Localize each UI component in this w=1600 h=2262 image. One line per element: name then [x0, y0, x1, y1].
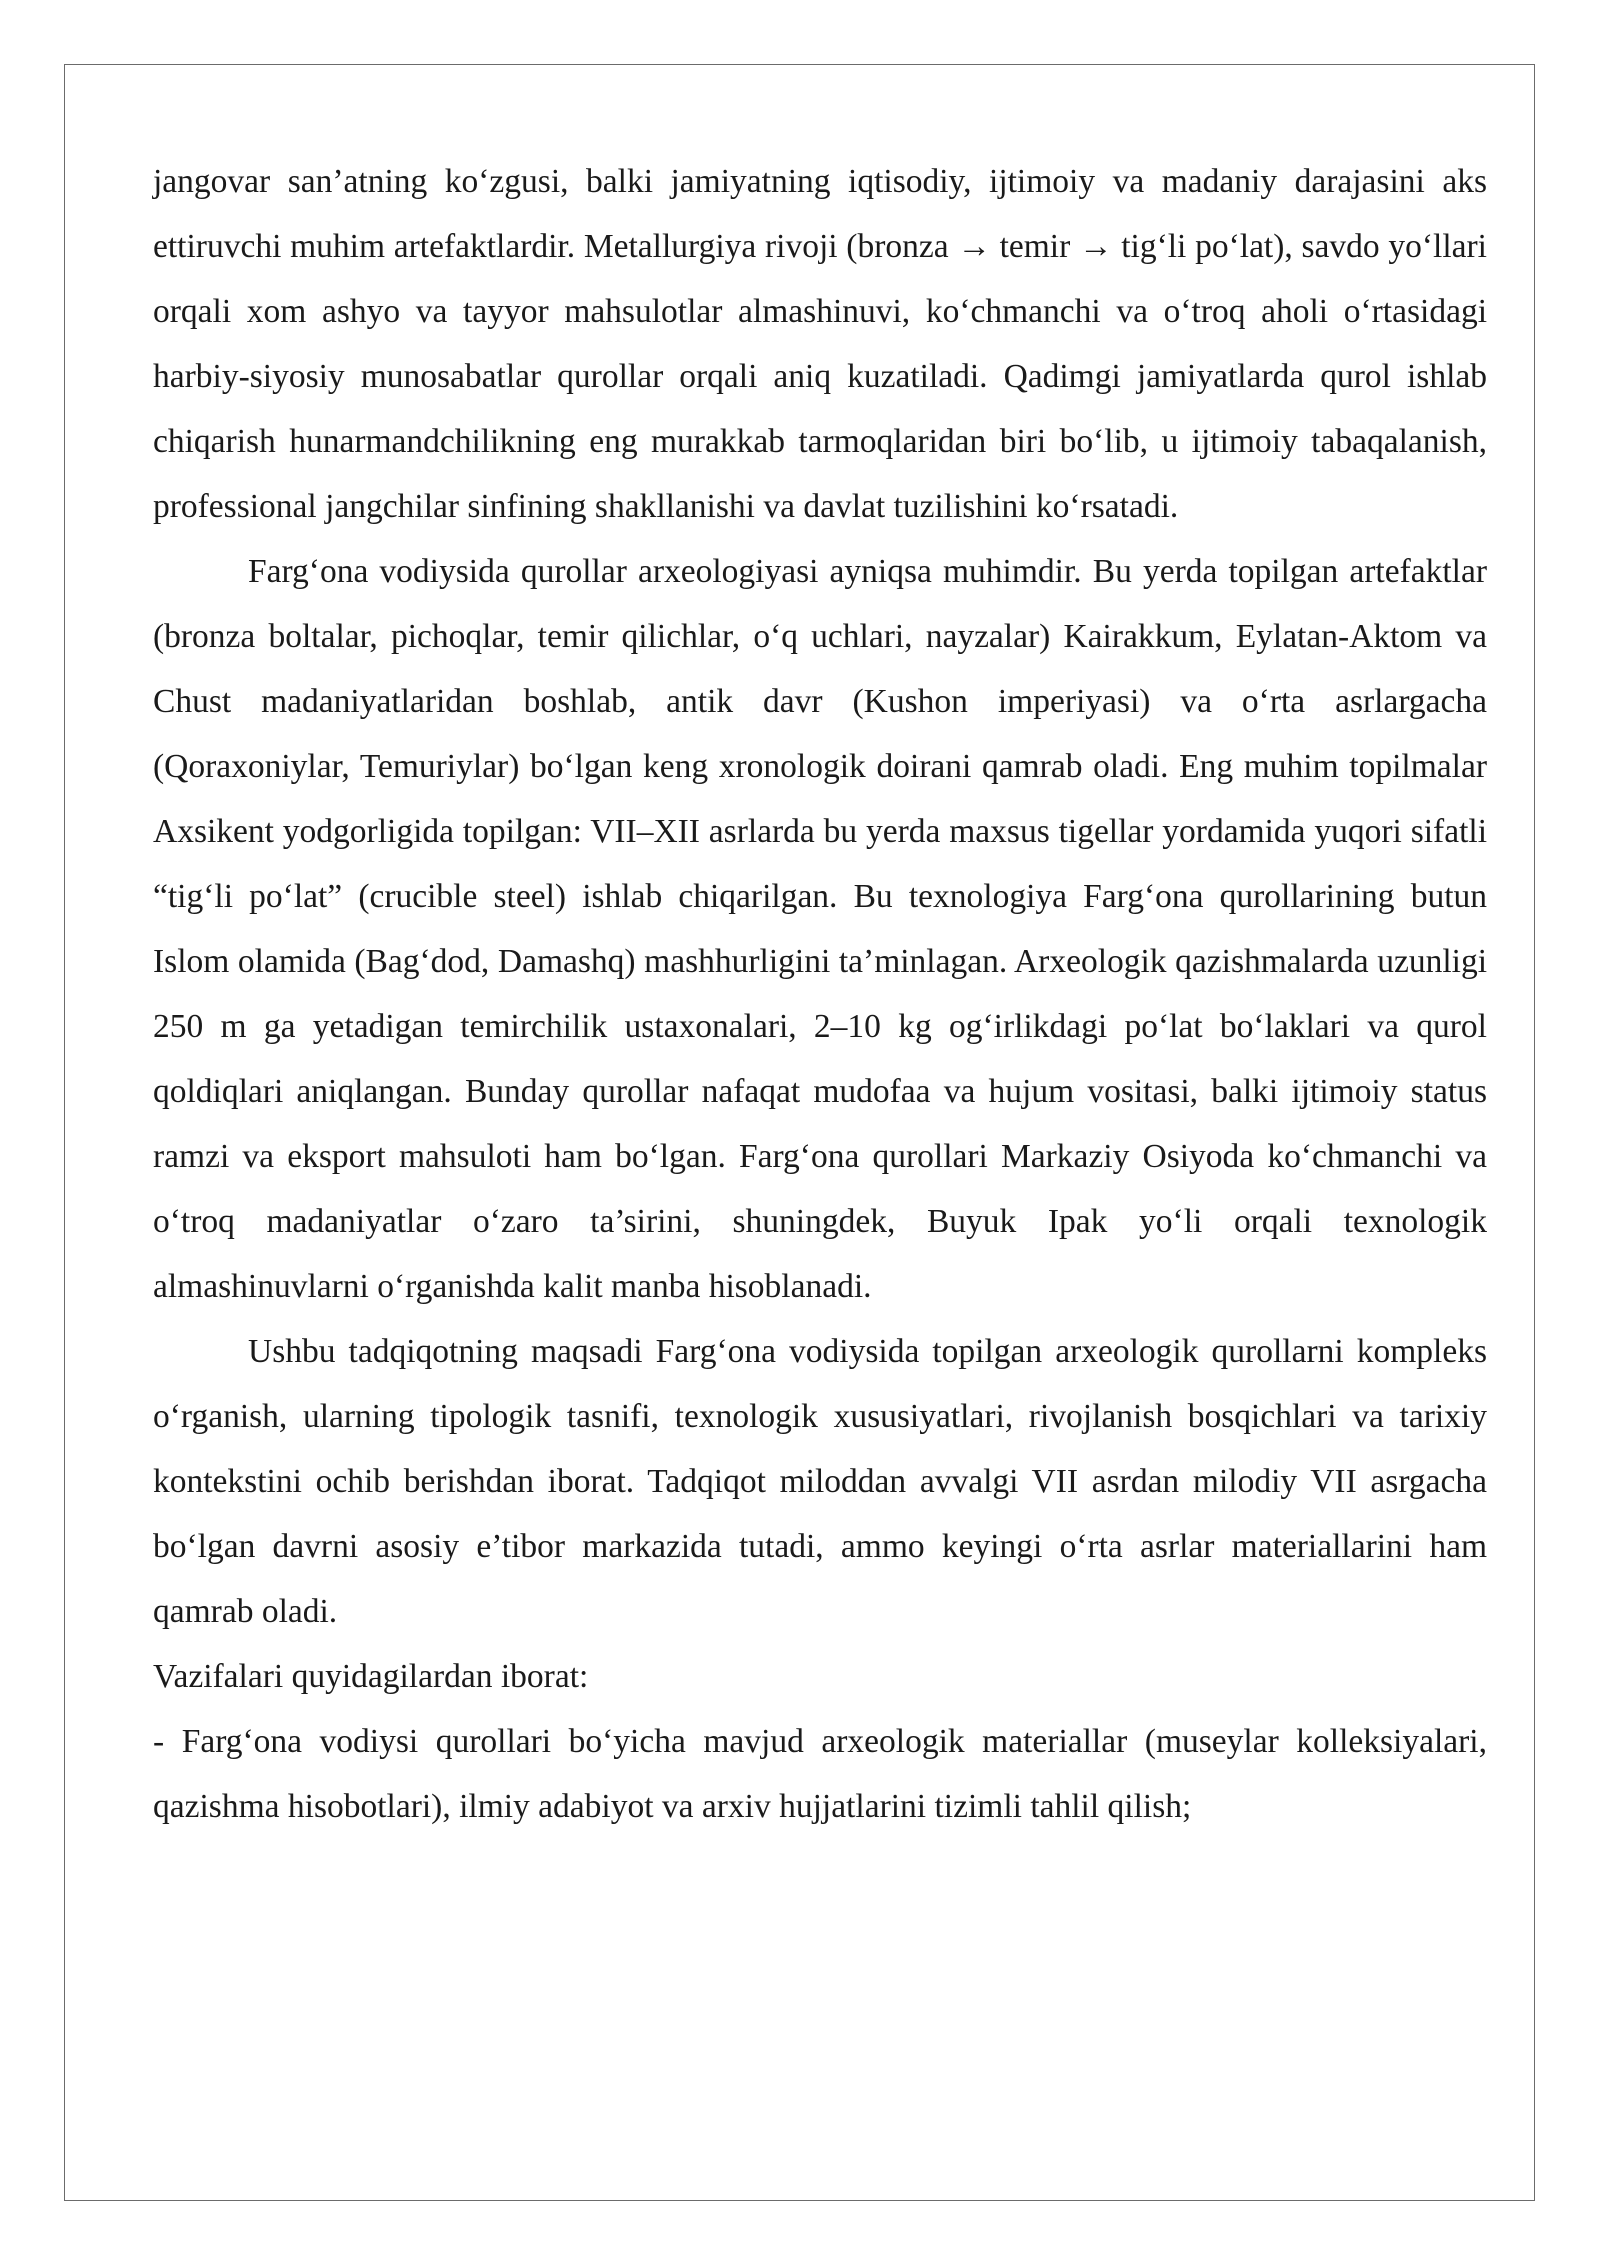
tasks-heading: Vazifalari quyidagilardan iborat: — [153, 1658, 589, 1695]
document-body — [153, 149, 1487, 1839]
list-item: - Farg‘ona vodiysi qurollari bo‘yicha mavjud arxeologik materiallar (museylar kolleksiyalari, qazishma hisobotlari), ilmiy adabiyot va arxiv hujjatlarini tizimli tahlil qilish; — [153, 1723, 1487, 1825]
paragraph-2: Farg‘ona vodiysida qurollar arxeologiyasi ayniqsa muhimdir. Bu yerda topilgan artefaktlar (bronza boltalar, pichoqlar, temir qilichlar, o‘q uchlari, nayzalar) Kairakkum, Eylatan-Aktom va Chust madaniyatlaridan boshlab, antik davr (Kushon imperiyasi) va o‘rta asrlargacha (Qoraxoniylar, Temuriylar) bo‘lgan keng xronologik doirani qamrab oladi. Eng muhim topilmalar Axsikent yodgorligida topilgan: VII–XII asrlarda bu yerda maxsus tigellar yordamida yuqori sifatli “tig‘li po‘lat” (crucible steel) ishlab chiqarilgan. Bu texnologiya Farg‘ona qurollarining butun Islom olamida (Bag‘dod, Damashq) mashhurligini ta’minlagan. Arxeologik qazishmalarda uzunligi 250 m ga yetadigan temirchilik ustaxonalari, 2–10 kg og‘irlikdagi po‘lat bo‘laklari va qurol qoldiqlari aniqlangan. Bunday qurollar nafaqat mudofaa va hujum vositasi, balki ijtimoiy status ramzi va eksport mahsuloti ham bo‘lgan. Farg‘ona qurollari Markaziy Osiyoda ko‘chmanchi va o‘troq madaniyatlar o‘zaro ta’sirini, shuningdek, Buyuk Ipak yo‘li orqali texnologik almashinuvlarni o‘rganishda kalit manba hisoblanadi. — [153, 553, 1487, 1305]
paragraph-3: Ushbu tadqiqotning maqsadi Farg‘ona vodiysida topilgan arxeologik qurollarni kompleks o‘rganish, ularning tipologik tasnifi, texnologik xususiyatlari, rivojlanish bosqichlari va tarixiy kontekstini ochib berishdan iborat. Tadqiqot miloddan avvalgi VII asrdan milodiy VII asrgacha bo‘lgan davrni asosiy e’tibor markazida tutadi, ammo keyingi o‘rta asrlar materiallarini ham qamrab oladi. — [153, 1333, 1487, 1630]
paragraph-1: jangovar san’atning ko‘zgusi, balki jamiyatning iqtisodiy, ijtimoiy va madaniy darajasini aks ettiruvchi muhim artefaktlardir. Metallurgiya rivoji (bronza → temir → tig‘li po‘lat), savdo yo‘llari orqali xom ashyo va tayyor mahsulotlar almashinuvi, ko‘chmanchi va o‘troq aholi o‘rtasidagi harbiy-siyosiy munosabatlar qurollar orqali aniq kuzatiladi. Qadimgi jamiyatlarda qurol ishlab chiqarish hunarmandchilikning eng murakkab tarmoqlaridan biri bo‘lib, u ijtimoiy tabaqalanish, professional jangchilar sinfining shakllanishi va davlat tuzilishini ko‘rsatadi. — [153, 163, 1487, 525]
